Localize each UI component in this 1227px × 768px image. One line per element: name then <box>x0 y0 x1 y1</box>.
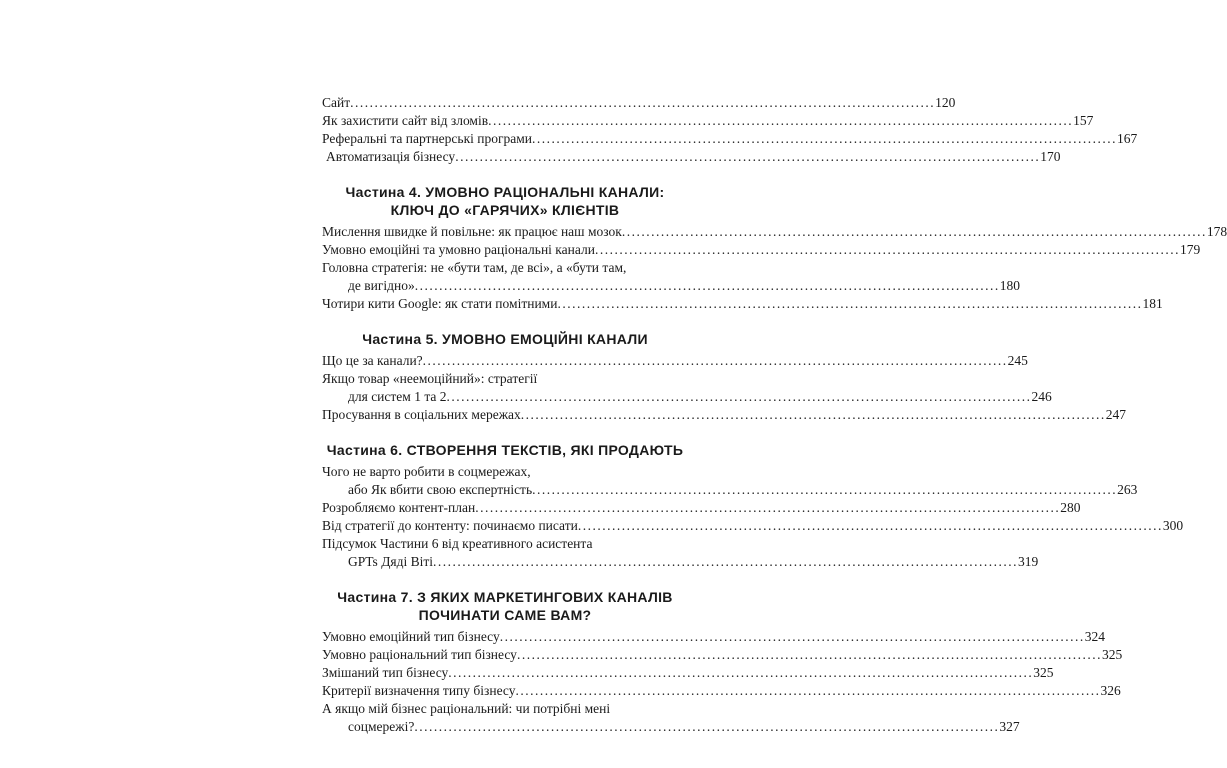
toc-entry-page: 325 <box>1033 665 1054 680</box>
toc-entry-page: 319 <box>1018 554 1039 569</box>
leader-dots: ........................................................................................................................ <box>446 389 1032 404</box>
leader-dots: ........................................................................................................................ <box>532 131 1118 146</box>
leader-dots: ........................................................................................................................ <box>455 149 1041 164</box>
toc-group-part6 <box>322 463 1184 571</box>
toc-entry-page: 247 <box>1105 407 1127 422</box>
toc-entry-page: 178 <box>1206 224 1227 239</box>
leader-dots: ........................................................................................................................ <box>621 224 1207 239</box>
leader-dots: ........................................................................................................................ <box>433 554 1019 569</box>
toc-entry-page: 180 <box>999 278 1020 293</box>
toc-entry-page: 263 <box>1117 482 1138 497</box>
toc-entry-label: Розробляємо контент-план <box>322 500 476 515</box>
toc-entry <box>322 406 1127 424</box>
toc-entry-label: Умовно емоційні та умовно раціональні канали <box>322 242 595 257</box>
toc-entry <box>322 646 1123 664</box>
toc-entry-label: GPTs Дяді Віті <box>348 554 434 569</box>
section-heading-part7 <box>322 588 688 624</box>
toc-entry-page: 181 <box>1142 296 1163 311</box>
toc-entry <box>322 628 1105 646</box>
leader-dots: ........................................................................................................................ <box>422 353 1008 368</box>
toc-entry-label: Мислення швидке й повільне: як працює наш мозок <box>322 224 622 239</box>
toc-entry <box>322 130 1138 148</box>
leader-dots: ........................................................................................................................ <box>594 242 1180 257</box>
toc-entry-first-line: Підсумок Частини 6 від креативного асистента <box>322 536 593 551</box>
toc-entry <box>322 517 1184 535</box>
toc-entry <box>322 664 1054 682</box>
toc-entry-page: 245 <box>1007 353 1028 368</box>
section-heading-part4 <box>322 183 688 219</box>
toc-group-top <box>322 94 1138 166</box>
toc-entry <box>322 553 1039 571</box>
leader-dots: ........................................................................................................................ <box>577 518 1163 533</box>
section-heading-part6 <box>322 441 688 459</box>
toc-entry-label: Автоматизація бізнесу <box>326 149 456 164</box>
toc-entry <box>322 295 1163 313</box>
toc-entry-first-line: Якщо товар «неемоційний»: стратегії <box>322 371 538 386</box>
toc-entry-page: 246 <box>1031 389 1052 404</box>
toc-entry-label: для систем 1 та 2 <box>348 389 447 404</box>
toc-entry-page: 120 <box>935 95 956 110</box>
toc-entry-label: Просування в соціальних мережах <box>322 407 521 422</box>
section-heading-line: Частина 6. СТВОРЕННЯ ТЕКСТІВ, ЯКІ ПРОДАЮТЬ <box>326 442 684 458</box>
toc-entry-page: 280 <box>1060 500 1081 515</box>
section-heading-line: КЛЮЧ ДО «ГАРЯЧИХ» КЛІЄНТІВ <box>390 202 620 218</box>
toc-group-part7 <box>322 628 1123 736</box>
leader-dots: ........................................................................................................................ <box>475 500 1061 515</box>
toc-entry-page: 325 <box>1101 647 1123 662</box>
toc-entry-page: 324 <box>1084 629 1105 644</box>
toc-entry-page: 326 <box>1100 683 1121 698</box>
leader-dots: ........................................................................................................................ <box>414 719 1000 734</box>
toc-entry-first-line: Головна стратегія: не «бути там, де всі», а «бути там, <box>322 260 627 275</box>
toc-entry-label: Критерії визначення типу бізнесу <box>322 683 516 698</box>
leader-dots: ........................................................................................................................ <box>350 95 936 110</box>
toc-entry-label: де вигідно» <box>348 278 415 293</box>
toc-entry-label: соцмережі? <box>348 719 415 734</box>
leader-dots: ........................................................................................................................ <box>414 278 1000 293</box>
toc-entry-label: Умовно раціональний тип бізнесу <box>322 647 517 662</box>
toc-entry <box>322 499 1081 517</box>
toc-entry-page: 327 <box>999 719 1020 734</box>
toc-entry <box>322 388 1052 406</box>
toc-entry-label: Умовно емоційний тип бізнесу <box>322 629 500 644</box>
section-heading-line: ПОЧИНАТИ САМЕ ВАМ? <box>418 607 592 623</box>
toc-entry-label: Що це за канали? <box>322 353 423 368</box>
section-heading-line: Частина 4. УМОВНО РАЦІОНАЛЬНІ КАНАЛИ: <box>345 184 665 200</box>
toc-entry-label: Як захистити сайт від зломів <box>322 113 489 128</box>
leader-dots: ........................................................................................................................ <box>488 113 1074 128</box>
section-heading-line: Частина 7. З ЯКИХ МАРКЕТИНГОВИХ КАНАЛІВ <box>337 589 673 605</box>
toc-entry <box>322 94 956 112</box>
toc-entry-page: 167 <box>1117 131 1138 146</box>
leader-dots: ........................................................................................................................ <box>532 482 1118 497</box>
toc-entry-label: Реферальні та партнерські програми <box>322 131 533 146</box>
toc-entry <box>322 148 1061 166</box>
leader-dots: ........................................................................................................................ <box>516 647 1102 662</box>
toc-entry-label: Від стратегії до контенту: починаємо писати <box>322 518 578 533</box>
toc-entry <box>322 241 1201 259</box>
toc-entry <box>322 682 1121 700</box>
toc-entry-page: 300 <box>1162 518 1184 533</box>
toc-entry-page: 179 <box>1179 242 1201 257</box>
table-of-contents <box>322 94 1227 736</box>
toc-group-part5 <box>322 352 1127 424</box>
toc-entry <box>322 277 1020 295</box>
toc-entry-first-line: А якщо мій бізнес раціональний: чи потрібні мені <box>322 701 611 716</box>
toc-entry <box>322 352 1028 370</box>
toc-entry-label: або Як вбити свою експертність <box>348 482 533 497</box>
toc-entry <box>322 718 1020 736</box>
toc-entry <box>322 481 1138 499</box>
section-heading-line: Частина 5. УМОВНО ЕМОЦІЙНІ КАНАЛИ <box>362 331 648 347</box>
toc-entry-label: Сайт <box>322 95 351 110</box>
toc-group-part4 <box>322 223 1227 313</box>
toc-entry-label: Чотири кити Google: як стати помітними <box>322 296 558 311</box>
toc-entry <box>322 223 1227 241</box>
leader-dots: ........................................................................................................................ <box>448 665 1034 680</box>
leader-dots: ........................................................................................................................ <box>499 629 1085 644</box>
toc-entry-label: Змішаний тип бізнесу <box>322 665 449 680</box>
toc-entry-page: 157 <box>1073 113 1094 128</box>
leader-dots: ........................................................................................................................ <box>520 407 1106 422</box>
leader-dots: ........................................................................................................................ <box>557 296 1143 311</box>
toc-entry-first-line: Чого не варто робити в соцмережах, <box>322 464 531 479</box>
toc-entry-page: 170 <box>1040 149 1061 164</box>
toc-entry <box>322 112 1094 130</box>
leader-dots: ........................................................................................................................ <box>515 683 1101 698</box>
section-heading-part5 <box>322 330 688 348</box>
